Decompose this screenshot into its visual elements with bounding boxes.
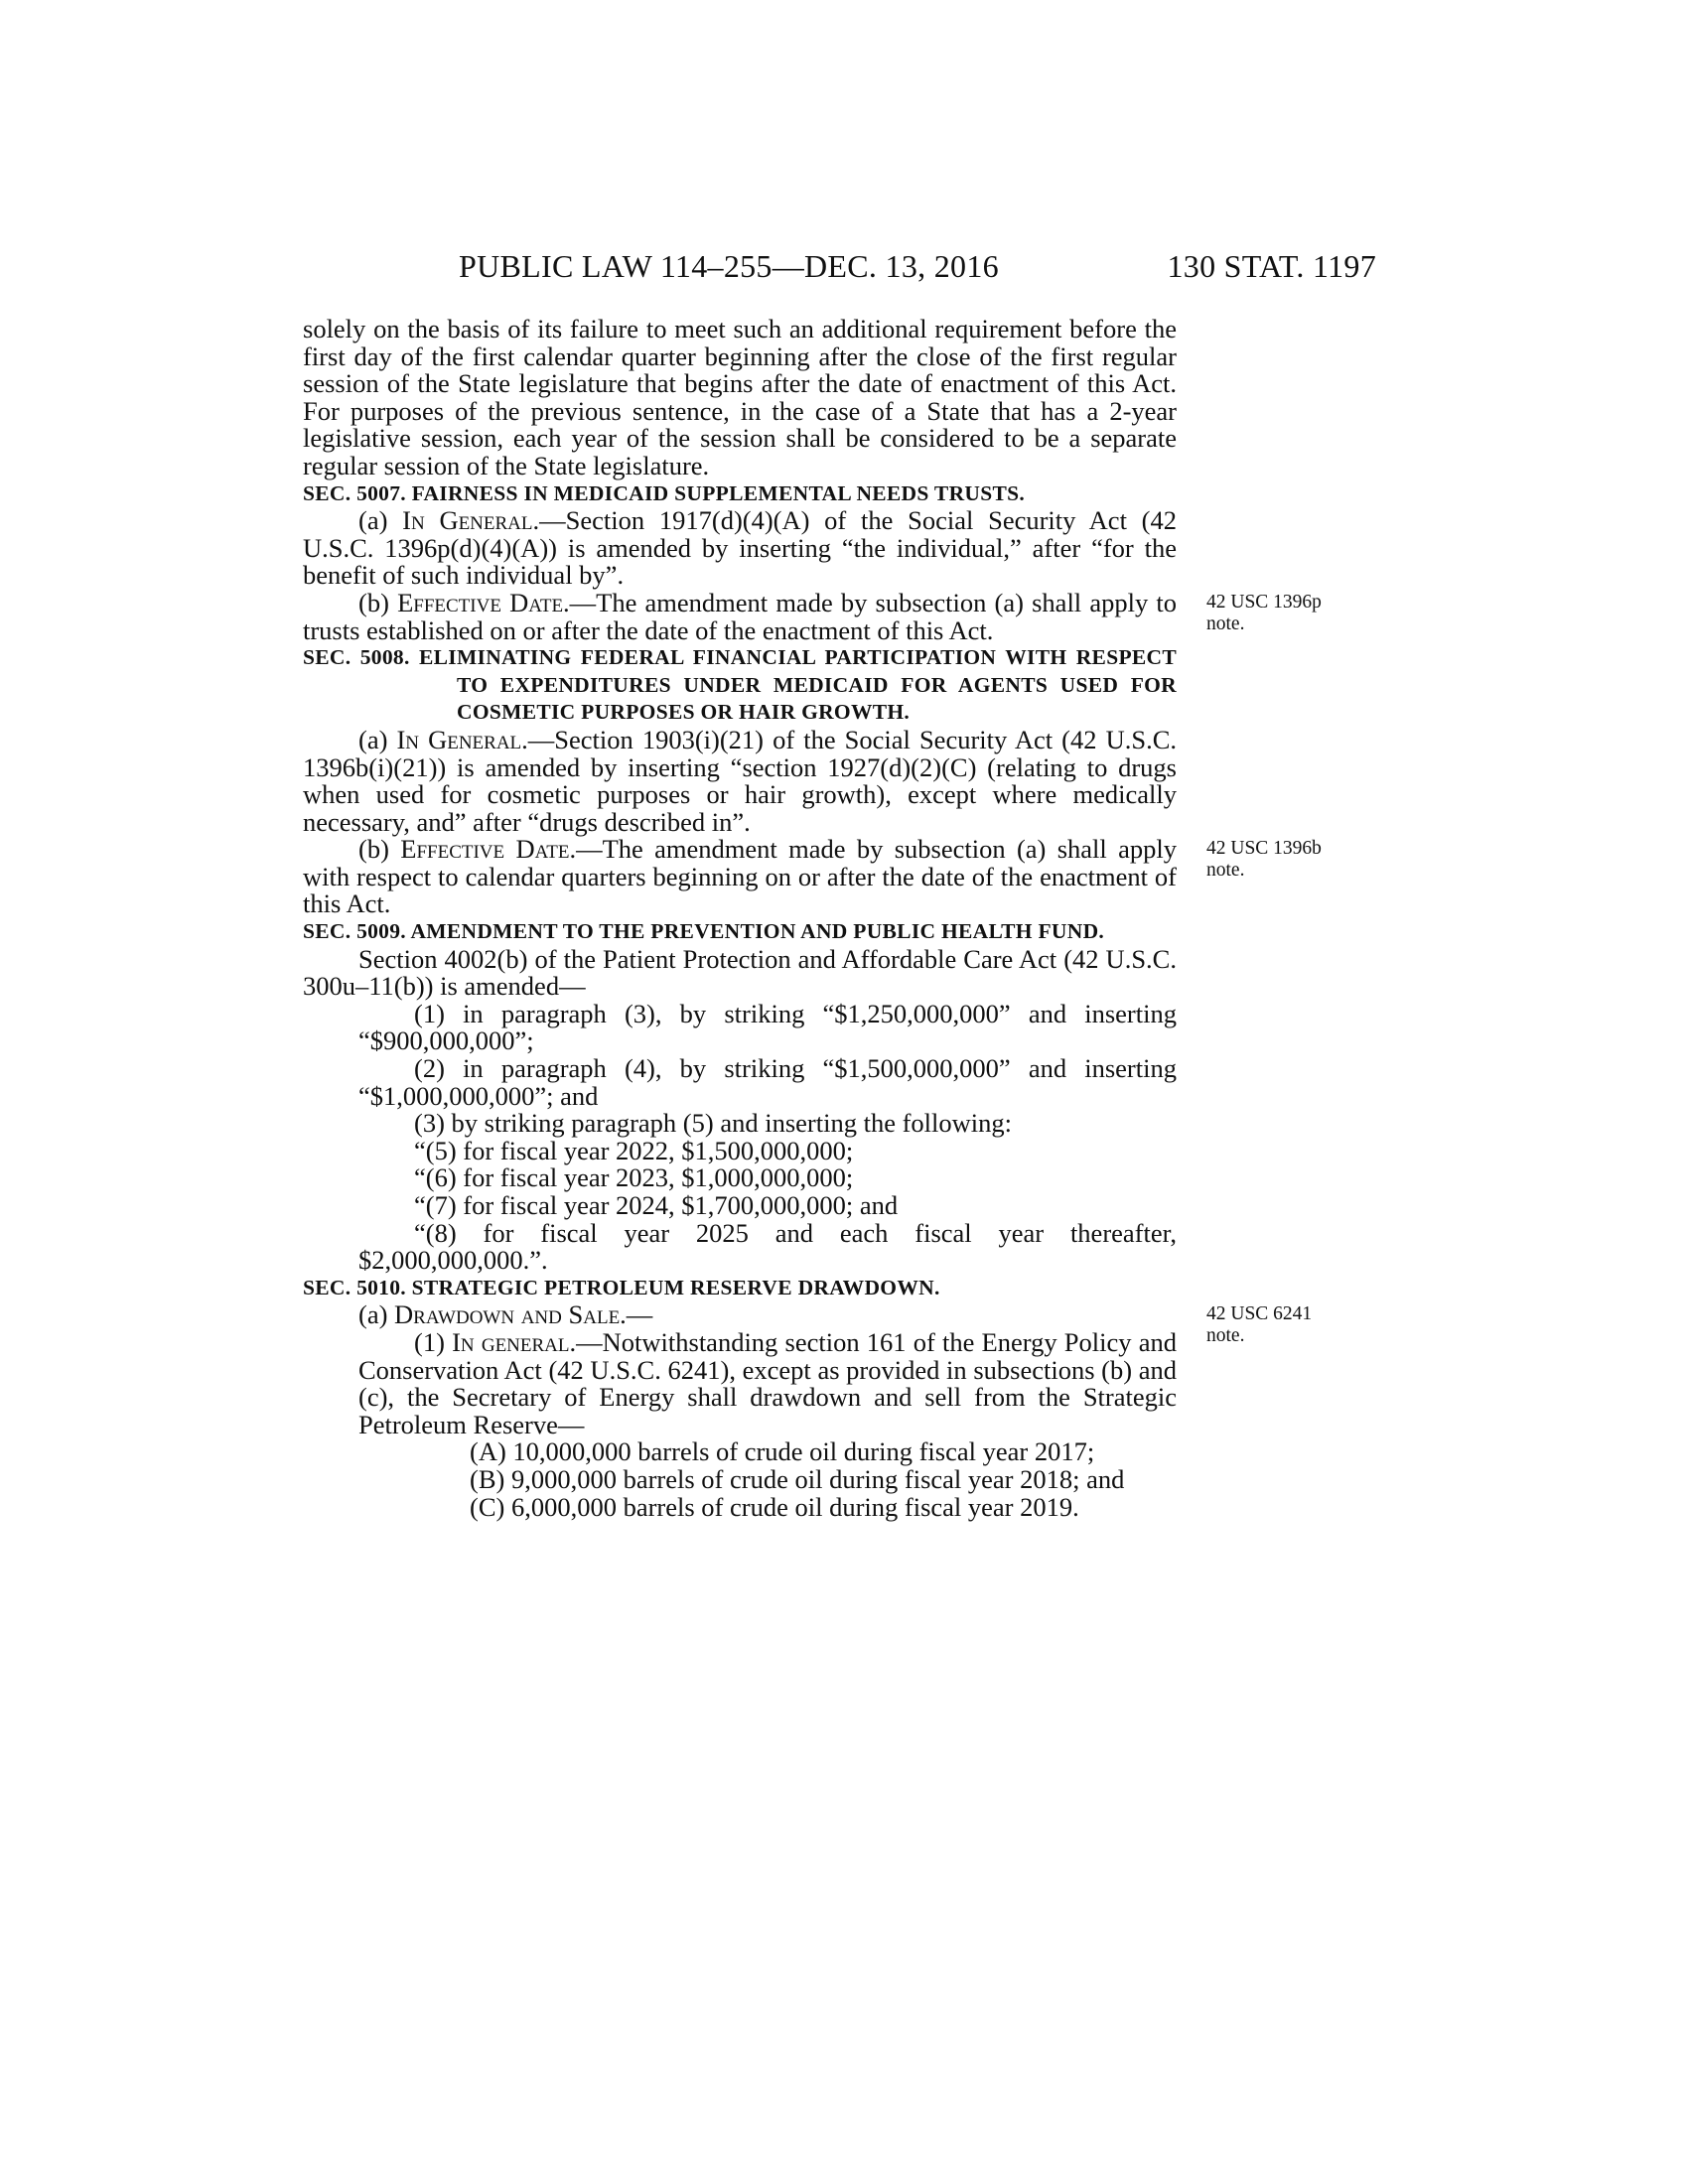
subsection-text: .—Section 1917(d)(4)(A) of the Social Security Act (42 U.S.C. 1396p(d)(4)(A)) is amended by inserting “the individual,” after “for the benefit of such individual by”. [303, 505, 1177, 591]
continuation-paragraph: solely on the basis of its failure to meet such an additional requirement before the first day of the first calendar quarter beginning after the close of the first regular session of the State legislature that begins after the date of enactment of this Act. For purposes of the previous sentence, in the case of a State that has a 2-year legislative session, each year of the session shall be considered to be a separate regular session of the State legislature. [303, 314, 1177, 480]
margin-note-citation: 42 USC 1396b [1206, 838, 1322, 860]
subsection-heading: Drawdown and Sale [394, 1299, 621, 1330]
section-5009-quoted-5: “(5) for fiscal year 2022, $1,500,000,000; [414, 1135, 854, 1165]
section-5008-subsection-b-block [303, 834, 1322, 919]
section-5010-heading: SEC. 5010. STRATEGIC PETROLEUM RESERVE DRAWDOWN. [303, 1275, 940, 1299]
subsection-heading: Effective Date [400, 834, 570, 865]
section-5010-subparagraph-a: (A) 10,000,000 barrels of crude oil during fiscal year 2017; [470, 1436, 1095, 1467]
section-5007-subsection-b-block [303, 587, 1322, 645]
stat-citation: 130 STAT. 1197 [1167, 248, 1376, 284]
subsection-label: (b) [358, 834, 401, 865]
section-5009-item-1: (1) in paragraph (3), by striking “$1,250,000,000” and inserting “$900,000,000”; [358, 998, 1177, 1056]
section-5008-heading: SEC. 5008. ELIMINATING FEDERAL FINANCIAL PARTICIPATION WITH RESPECT TO EXPENDITURES UNDER MEDICAID FOR AGENTS USED FOR COSMETIC PURPOSES OR HAIR GROWTH. [303, 645, 1177, 725]
margin-note-citation: 42 USC 1396p [1206, 591, 1322, 613]
section-5007-subsection-b [303, 587, 1177, 645]
margin-note-6241 [1206, 1303, 1355, 1347]
section-5009-quoted-7: “(7) for fiscal year 2024, $1,700,000,000; and [414, 1190, 899, 1220]
subsection-text: .—Section 1903(i)(21) of the Social Security Act (42 U.S.C. 1396b(i)(21)) is amended by inserting “section 1927(d)(2)(C) (relating to drugs when used for cosmetic purposes or hair growth), except where medically necessary, and” after “drugs described in”. [303, 724, 1177, 837]
section-5010-subsection-a [303, 1301, 1177, 1329]
page-header [459, 244, 1376, 288]
running-head: PUBLIC LAW 114–255—DEC. 13, 2016 [459, 248, 999, 284]
subsection-label: (a) [358, 1299, 395, 1330]
section-5007-subsection-a [303, 507, 1177, 590]
subsection-label: (b) [358, 587, 398, 617]
subsection-heading: In General [402, 505, 533, 536]
section-5009 [303, 943, 1177, 1276]
margin-note-suffix: note. [1206, 1325, 1245, 1347]
section-5010-subparagraph-c: (C) 6,000,000 barrels of crude oil during fiscal year 2019. [470, 1491, 1079, 1522]
section-5009-item-3: (3) by striking paragraph (5) and inserting the following: [414, 1108, 1012, 1139]
margin-note-1396b [1206, 838, 1355, 882]
subsection-label: (a) [358, 505, 403, 536]
subsection-text: .—The amendment made by subsection (a) shall apply to trusts established on or after the date of the enactment of this Act. [303, 587, 1177, 645]
subsection-heading: Effective Date [397, 587, 564, 617]
section-5008-subsection-b [303, 836, 1177, 918]
margin-note-citation: 42 USC 6241 [1206, 1303, 1313, 1325]
section-5007 [303, 505, 1322, 645]
margin-note-1396p [1206, 592, 1355, 635]
section-5008-subsection-a [303, 724, 1177, 837]
section-5007-heading: SEC. 5007. FAIRNESS IN MEDICAID SUPPLEMENTAL NEEDS TRUSTS. [303, 480, 1026, 505]
subsection-label: (a) [358, 724, 397, 754]
section-5010-subparagraph-b: (B) 9,000,000 barrels of crude oil during fiscal year 2018; and [470, 1463, 1125, 1494]
section-5009-item-2: (2) in paragraph (4), by striking “$1,500,000,000” and inserting “$1,000,000,000”; and [358, 1053, 1177, 1111]
section-5009-heading: SEC. 5009. AMENDMENT TO THE PREVENTION AND PUBLIC HEALTH FUND. [303, 919, 1105, 944]
document-body [303, 314, 1322, 1522]
margin-note-suffix: note. [1206, 860, 1245, 882]
paragraph-label: (1) [414, 1326, 453, 1357]
section-5009-quoted-6: “(6) for fiscal year 2023, $1,000,000,000; [414, 1162, 854, 1193]
paragraph-heading: In general [452, 1326, 570, 1357]
section-5008 [303, 724, 1322, 919]
section-5010 [303, 1299, 1313, 1522]
margin-note-suffix: note. [1206, 613, 1245, 634]
subsection-heading: In General [396, 724, 522, 754]
section-5009-quoted-8: “(8) for fiscal year 2025 and each fiscal year thereafter, $2,000,000,000.”. [358, 1217, 1177, 1276]
subsection-tail: .— [620, 1299, 653, 1330]
section-5009-intro: Section 4002(b) of the Patient Protection and Affordable Care Act (42 U.S.C. 300u–11(b)) is amended— [303, 943, 1177, 1002]
section-5010-paragraph-1 [303, 1326, 1177, 1439]
paragraph-text: .—Notwithstanding section 161 of the Energy Policy and Conservation Act (42 U.S.C. 6241), except as provided in subsections (b) and (c), the Secretary of Energy shall drawdown and sell from the Strategic Petroleum Reserve— [358, 1326, 1177, 1439]
subsection-text: .—The amendment made by subsection (a) shall apply with respect to calendar quarters beginning on or after the date of the enactment of this Act. [303, 834, 1178, 919]
